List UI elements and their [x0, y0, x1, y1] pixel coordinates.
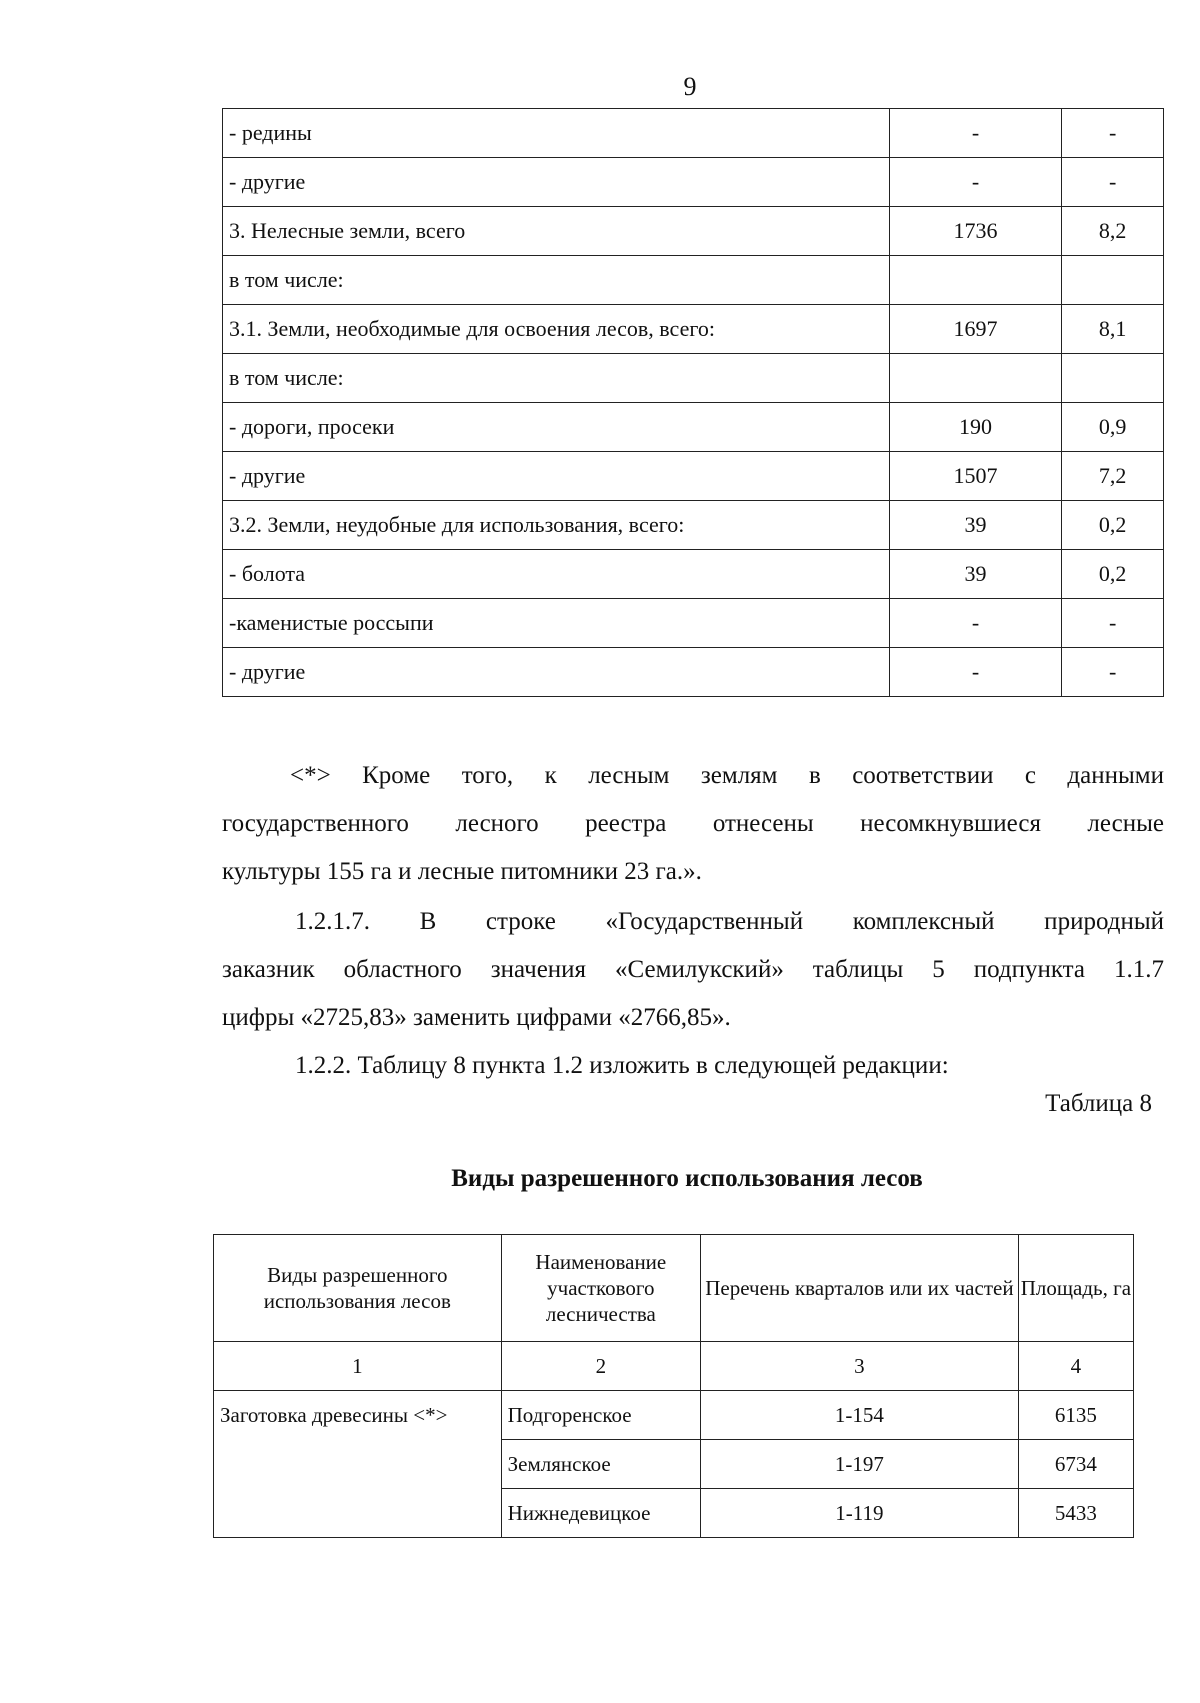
table-row [223, 207, 1164, 256]
row-percent-cell: - [1062, 648, 1164, 697]
column-number: 4 [1018, 1342, 1133, 1391]
column-number: 3 [701, 1342, 1019, 1391]
row-label-cell: -каменистые россыпи [223, 599, 890, 648]
header-forestry: Наименование участкового лесничества [501, 1235, 700, 1342]
area-cell: 5433 [1018, 1489, 1133, 1538]
row-percent-cell: - [1062, 158, 1164, 207]
instruction-paragraph: 1.2.2. Таблицу 8 пункта 1.2 изложить в следующей редакции: [295, 1052, 949, 1079]
row-percent-cell: 0,2 [1062, 501, 1164, 550]
table-label: Таблица 8 [1045, 1090, 1152, 1117]
row-percent-cell: 7,2 [1062, 452, 1164, 501]
row-percent-cell: 8,2 [1062, 207, 1164, 256]
row-label-cell: - другие [223, 648, 890, 697]
row-value-cell: - [889, 599, 1061, 648]
row-value-cell: - [889, 109, 1061, 158]
row-label-cell: - редины [223, 109, 890, 158]
forestry-cell: Нижнедевицкое [501, 1489, 700, 1538]
row-value-cell: - [889, 158, 1061, 207]
row-label-cell: - болота [223, 550, 890, 599]
row-percent-cell: 8,1 [1062, 305, 1164, 354]
row-percent-cell: - [1062, 599, 1164, 648]
footnote-line: государственного лесного реестра отнесены несомкнувшиеся лесные [222, 810, 1164, 837]
use-type-cell: Заготовка древесины <*> [214, 1391, 502, 1538]
area-cell: 6734 [1018, 1440, 1133, 1489]
table-row [223, 158, 1164, 207]
header-area: Площадь, га [1018, 1235, 1133, 1342]
row-value-cell: 39 [889, 501, 1061, 550]
forestry-cell: Подгоренское [501, 1391, 700, 1440]
row-value-cell: 1736 [889, 207, 1061, 256]
footnote-paragraph [222, 752, 1164, 896]
amendment-line: заказник областного значения «Семилукский» таблицы 5 подпункта 1.1.7 [222, 956, 1164, 983]
row-value-cell: 1507 [889, 452, 1061, 501]
quarters-cell: 1-197 [701, 1440, 1019, 1489]
row-label-cell: в том числе: [223, 354, 890, 403]
row-label-cell: - дороги, просеки [223, 403, 890, 452]
column-number-row [214, 1342, 1134, 1391]
column-number: 2 [501, 1342, 700, 1391]
row-label-cell: 3.1. Земли, необходимые для освоения лесов, всего: [223, 305, 890, 354]
area-cell: 6135 [1018, 1391, 1133, 1440]
row-percent-cell: 0,9 [1062, 403, 1164, 452]
quarters-cell: 1-119 [701, 1489, 1019, 1538]
footnote-line: культуры 155 га и лесные питомники 23 га.». [222, 858, 702, 885]
column-number: 1 [214, 1342, 502, 1391]
row-value-cell: 39 [889, 550, 1061, 599]
table-row [223, 648, 1164, 697]
table-row [223, 354, 1164, 403]
amendment-line: цифры «2725,83» заменить цифрами «2766,85». [222, 1004, 731, 1031]
table-row [223, 403, 1164, 452]
row-percent-cell: - [1062, 109, 1164, 158]
amendment-line: 1.2.1.7. В строке «Государственный комплексный природный [295, 908, 1164, 935]
table-header-row [214, 1235, 1134, 1342]
table-row [223, 256, 1164, 305]
forest-use-table [213, 1234, 1134, 1538]
row-label-cell: - другие [223, 452, 890, 501]
row-label-cell: в том числе: [223, 256, 890, 305]
row-value-cell: 190 [889, 403, 1061, 452]
table-row [223, 550, 1164, 599]
table-title: Виды разрешенного использования лесов [451, 1165, 923, 1192]
row-percent-cell [1062, 354, 1164, 403]
table-row [223, 305, 1164, 354]
row-value-cell: - [889, 648, 1061, 697]
row-value-cell [889, 256, 1061, 305]
row-label-cell: 3. Нелесные земли, всего [223, 207, 890, 256]
row-value-cell: 1697 [889, 305, 1061, 354]
header-quarters: Перечень кварталов или их частей [701, 1235, 1019, 1342]
quarters-cell: 1-154 [701, 1391, 1019, 1440]
page-number: 9 [683, 72, 697, 101]
row-percent-cell: 0,2 [1062, 550, 1164, 599]
land-categories-table [222, 108, 1164, 697]
table-row [214, 1391, 1134, 1440]
forestry-cell: Землянское [501, 1440, 700, 1489]
row-percent-cell [1062, 256, 1164, 305]
amendment-paragraph [222, 898, 1164, 1042]
table-row [223, 452, 1164, 501]
table-row [223, 501, 1164, 550]
footnote-line: <*> Кроме того, к лесным землям в соответствии с данными [290, 762, 1164, 789]
table-row [223, 599, 1164, 648]
table-row [223, 109, 1164, 158]
row-label-cell: - другие [223, 158, 890, 207]
row-label-cell: 3.2. Земли, неудобные для использования, всего: [223, 501, 890, 550]
header-use-type: Виды разрешенного использования лесов [214, 1235, 502, 1342]
row-value-cell [889, 354, 1061, 403]
